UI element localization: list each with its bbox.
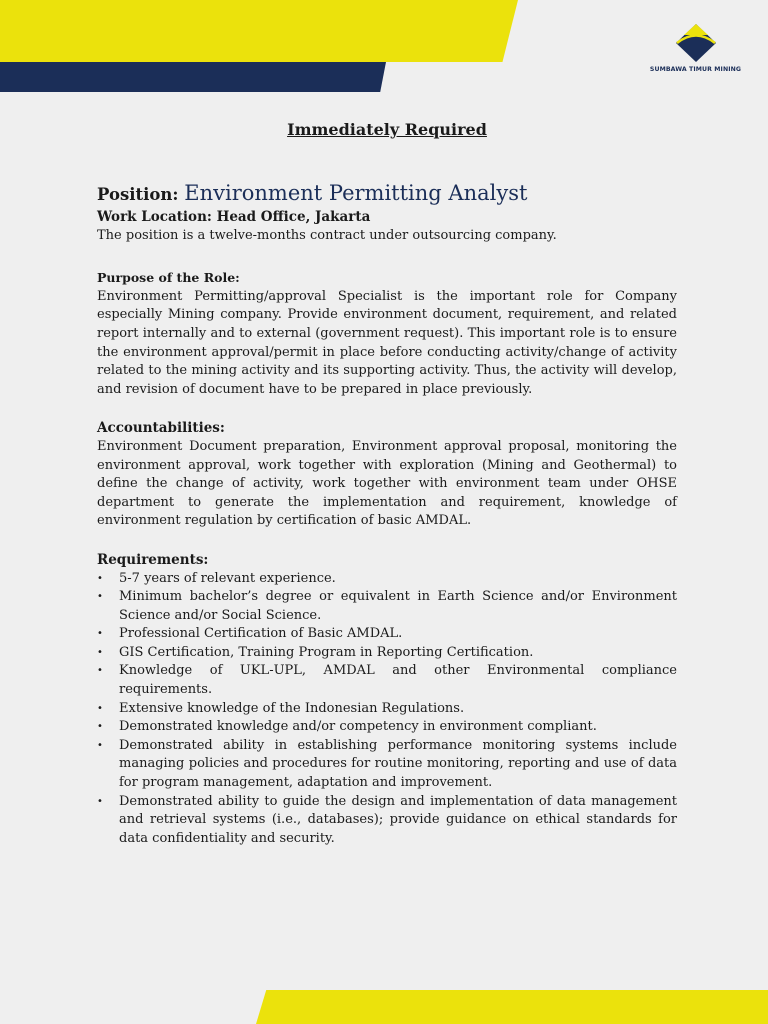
bullet-icon: •	[97, 721, 103, 733]
list-item: • Demonstrated ability to guide the design and implementation of data management and retrieval systems (i.e., databases); provide guidance on ethical standards for data confidentiality and security.	[97, 793, 677, 846]
job-posting	[97, 118, 677, 848]
header-yellow-banner	[0, 0, 518, 62]
list-item: • Professional Certification of Basic AMDAL.	[97, 625, 677, 644]
work-location-value: Head Office, Jakarta	[216, 209, 371, 225]
company-name: SUMBAWA TIMUR MINING	[649, 66, 742, 73]
diamond-logo-icon	[674, 22, 718, 64]
list-item: • Minimum bachelor’s degree or equivalent in Earth Science and/or Environment Science and/or Social Science.	[97, 589, 677, 623]
list-item: • Demonstrated knowledge and/or competency in environment compliant.	[97, 718, 677, 737]
bullet-icon: •	[97, 591, 103, 603]
accountabilities-heading: Accountabilities:	[97, 420, 225, 437]
list-item: • GIS Certification, Training Program in Reporting Certification.	[97, 644, 677, 663]
requirements-list	[97, 570, 677, 849]
bullet-icon: •	[97, 739, 103, 751]
position-title: Environment Permitting Analyst	[184, 181, 528, 205]
company-logo	[648, 22, 743, 82]
bullet-icon: •	[97, 702, 103, 714]
bullet-icon: •	[97, 795, 103, 807]
position-heading	[97, 180, 677, 208]
accountabilities-text: Environment Document preparation, Environment approval proposal, monitoring the environment approval, work together with exploration (Mining and Geothermal) to define the change of activity, work together with environment team under OHSE department to generate the implementation and requirement, knowledge of environment regulation by certification of basic AMDAL.	[97, 438, 677, 529]
list-item: • Extensive knowledge of the Indonesian Regulations.	[97, 700, 677, 719]
work-location-label: Work Location:	[97, 209, 212, 225]
purpose-text: Environment Permitting/approval Specialist is the important role for Company especially Mining company. Provide environment document, requirement, and related report internally and to external (government request). This important role is to ensure the environment approval/permit in place before conducting activity/change of activity related to the mining activity and its supporting activity. Thus, the activity will develop, and revision of document have to be prepared in place previously.	[97, 288, 677, 397]
list-item: • Knowledge of UKL-UPL, AMDAL and other Environmental compliance requirements.	[97, 663, 677, 698]
requirements-heading: Requirements:	[97, 551, 209, 568]
bullet-icon: •	[97, 572, 103, 584]
list-item: • Demonstrated ability in establishing performance monitoring systems include managing policies and procedures for routine monitoring, reporting and use of data for program management, adaptation and improvement.	[97, 737, 677, 791]
contract-note: The position is a twelve-months contract under outsourcing company.	[97, 227, 557, 243]
bullet-icon: •	[97, 665, 103, 677]
footer-yellow-banner	[256, 990, 768, 1024]
position-label: Position:	[97, 185, 179, 204]
list-item: • 5-7 years of relevant experience.	[97, 570, 677, 589]
work-location	[97, 208, 677, 227]
purpose-heading: Purpose of the Role:	[97, 270, 240, 286]
header-navy-banner	[0, 62, 386, 92]
bullet-icon: •	[97, 646, 103, 658]
page-title: Immediately Required	[287, 120, 487, 139]
bullet-icon: •	[97, 628, 103, 640]
